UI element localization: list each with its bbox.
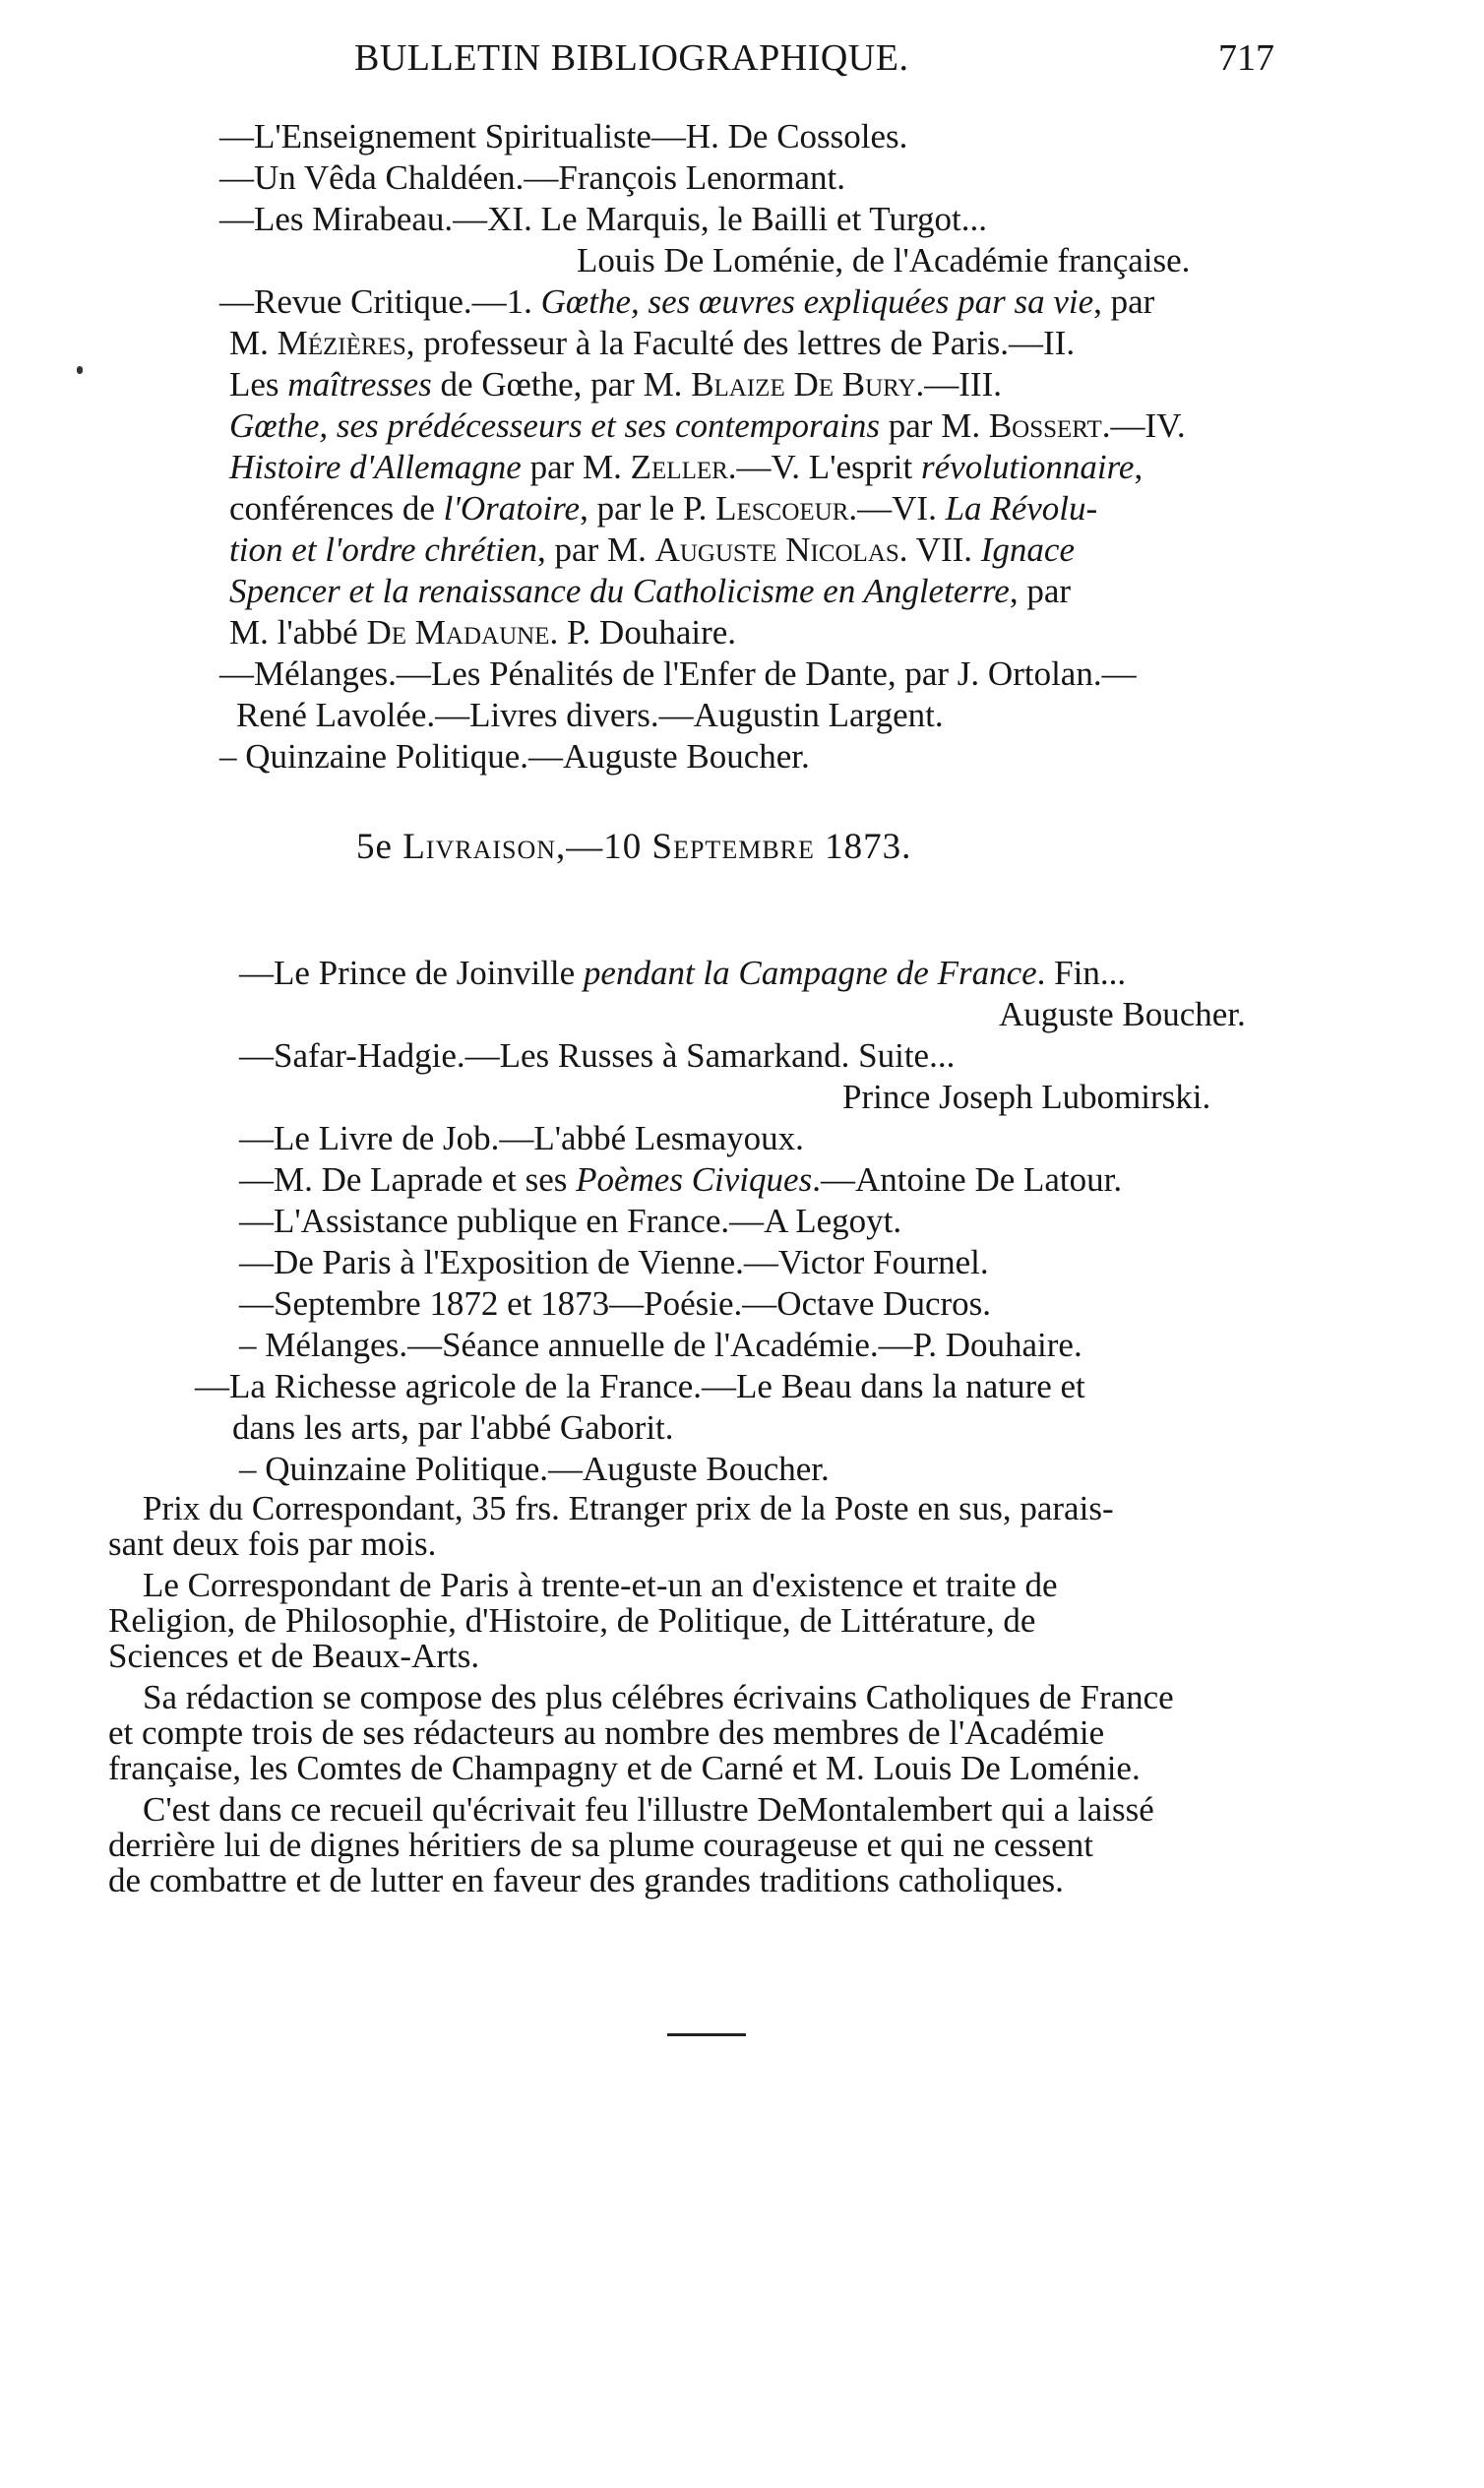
contents-line: —De Paris à l'Exposition de Vienne.—Victor Fournel. — [239, 1243, 989, 1281]
contents-line: Spencer et la renaissance du Catholicisme en Angleterre, par — [229, 572, 1072, 610]
contents-line: —L'Assistance publique en France.—A Legoyt. — [239, 1202, 902, 1240]
contents-line: —Les Mirabeau.—XI. Le Marquis, le Bailli et Turgot... — [219, 200, 987, 238]
page-number: 717 — [1218, 37, 1274, 79]
contents-line: – Mélanges.—Séance annuelle de l'Académie.—P. Douhaire. — [239, 1326, 1082, 1364]
notice-line: derrière lui de dignes héritiers de sa plume courageuse et qui ne cessent — [108, 1826, 1094, 1864]
contents-line: – Quinzaine Politique.—Auguste Boucher. — [219, 737, 810, 776]
contents-line: Histoire d'Allemagne par M. Zeller.—V. L'esprit révolutionnaire, — [229, 448, 1144, 486]
contents-line: dans les arts, par l'abbé Gaborit. — [232, 1408, 674, 1447]
contents-line: —M. De Laprade et ses Poèmes Civiques.—Antoine De Latour. — [239, 1160, 1123, 1199]
closing-rule — [667, 2033, 746, 2036]
running-title: BULLETIN BIBLIOGRAPHIQUE. — [354, 37, 909, 79]
contents-line: —Un Vêda Chaldéen.—François Lenormant. — [219, 158, 845, 197]
contents-line: Prince Joseph Lubomirski. — [842, 1078, 1211, 1116]
notice-line: sant deux fois par mois. — [108, 1524, 437, 1563]
section-heading: 5e Livraison,—10 Septembre 1873. — [356, 827, 912, 867]
contents-line: —Septembre 1872 et 1873—Poésie.—Octave Ducros. — [239, 1284, 992, 1323]
notice-line: C'est dans ce recueil qu'écrivait feu l'illustre DeMontalembert qui a laissé — [143, 1790, 1154, 1829]
contents-line: René Lavolée.—Livres divers.—Augustin Largent. — [236, 696, 944, 734]
notice-line: Religion, de Philosophie, d'Histoire, de Politique, de Littérature, de — [108, 1601, 1036, 1640]
notice-line: et compte trois de ses rédacteurs au nombre des membres de l'Académie — [108, 1713, 1105, 1752]
notice-line: de combattre et de lutter en faveur des grandes traditions catholiques. — [108, 1861, 1064, 1899]
contents-line: – Quinzaine Politique.—Auguste Boucher. — [239, 1450, 830, 1488]
contents-line: —Le Livre de Job.—L'abbé Lesmayoux. — [239, 1119, 804, 1157]
notice-line: Sciences et de Beaux-Arts. — [108, 1637, 480, 1675]
contents-line: tion et l'ordre chrétien, par M. Auguste Nicolas. VII. Ignace — [229, 530, 1075, 569]
contents-line: Gœthe, ses prédécesseurs et ses contemporains par M. Bossert.—IV. — [229, 406, 1186, 445]
contents-line: —Le Prince de Joinville pendant la Campagne de France. Fin... — [239, 954, 1127, 992]
contents-line: —L'Enseignement Spiritualiste—H. De Cossoles. — [219, 117, 908, 156]
contents-line: Les maîtresses de Gœthe, par M. Blaize De Bury.—III. — [229, 365, 1002, 404]
contents-line: —La Richesse agricole de la France.—Le Beau dans la nature et — [195, 1367, 1085, 1405]
contents-line: Auguste Boucher. — [999, 995, 1246, 1033]
contents-line: conférences de l'Oratoire, par le P. Lescoeur.—VI. La Révolu- — [229, 489, 1098, 528]
contents-line: M. l'abbé De Madaune. P. Douhaire. — [229, 613, 737, 652]
contents-line: Louis De Loménie, de l'Académie française. — [577, 241, 1191, 280]
contents-line: —Revue Critique.—1. Gœthe, ses œuvres expliquées par sa vie, par — [219, 282, 1155, 321]
page-header — [354, 37, 1274, 85]
notice-line: française, les Comtes de Champagny et de Carné et M. Louis De Loménie. — [108, 1749, 1141, 1787]
notice-line: Le Correspondant de Paris à trente-et-un an d'existence et traite de — [143, 1566, 1058, 1604]
contents-line: M. Mézières, professeur à la Faculté des lettres de Paris.—II. — [229, 324, 1076, 362]
contents-line: —Safar-Hadgie.—Les Russes à Samarkand. Suite... — [239, 1036, 956, 1075]
notice-line: Prix du Correspondant, 35 frs. Etranger prix de la Poste en sus, parais- — [143, 1489, 1114, 1527]
contents-line: —Mélanges.—Les Pénalités de l'Enfer de Dante, par J. Ortolan.— — [219, 654, 1137, 693]
print-speck — [77, 366, 83, 374]
notice-line: Sa rédaction se compose des plus célébres écrivains Catholiques de France — [143, 1678, 1174, 1716]
